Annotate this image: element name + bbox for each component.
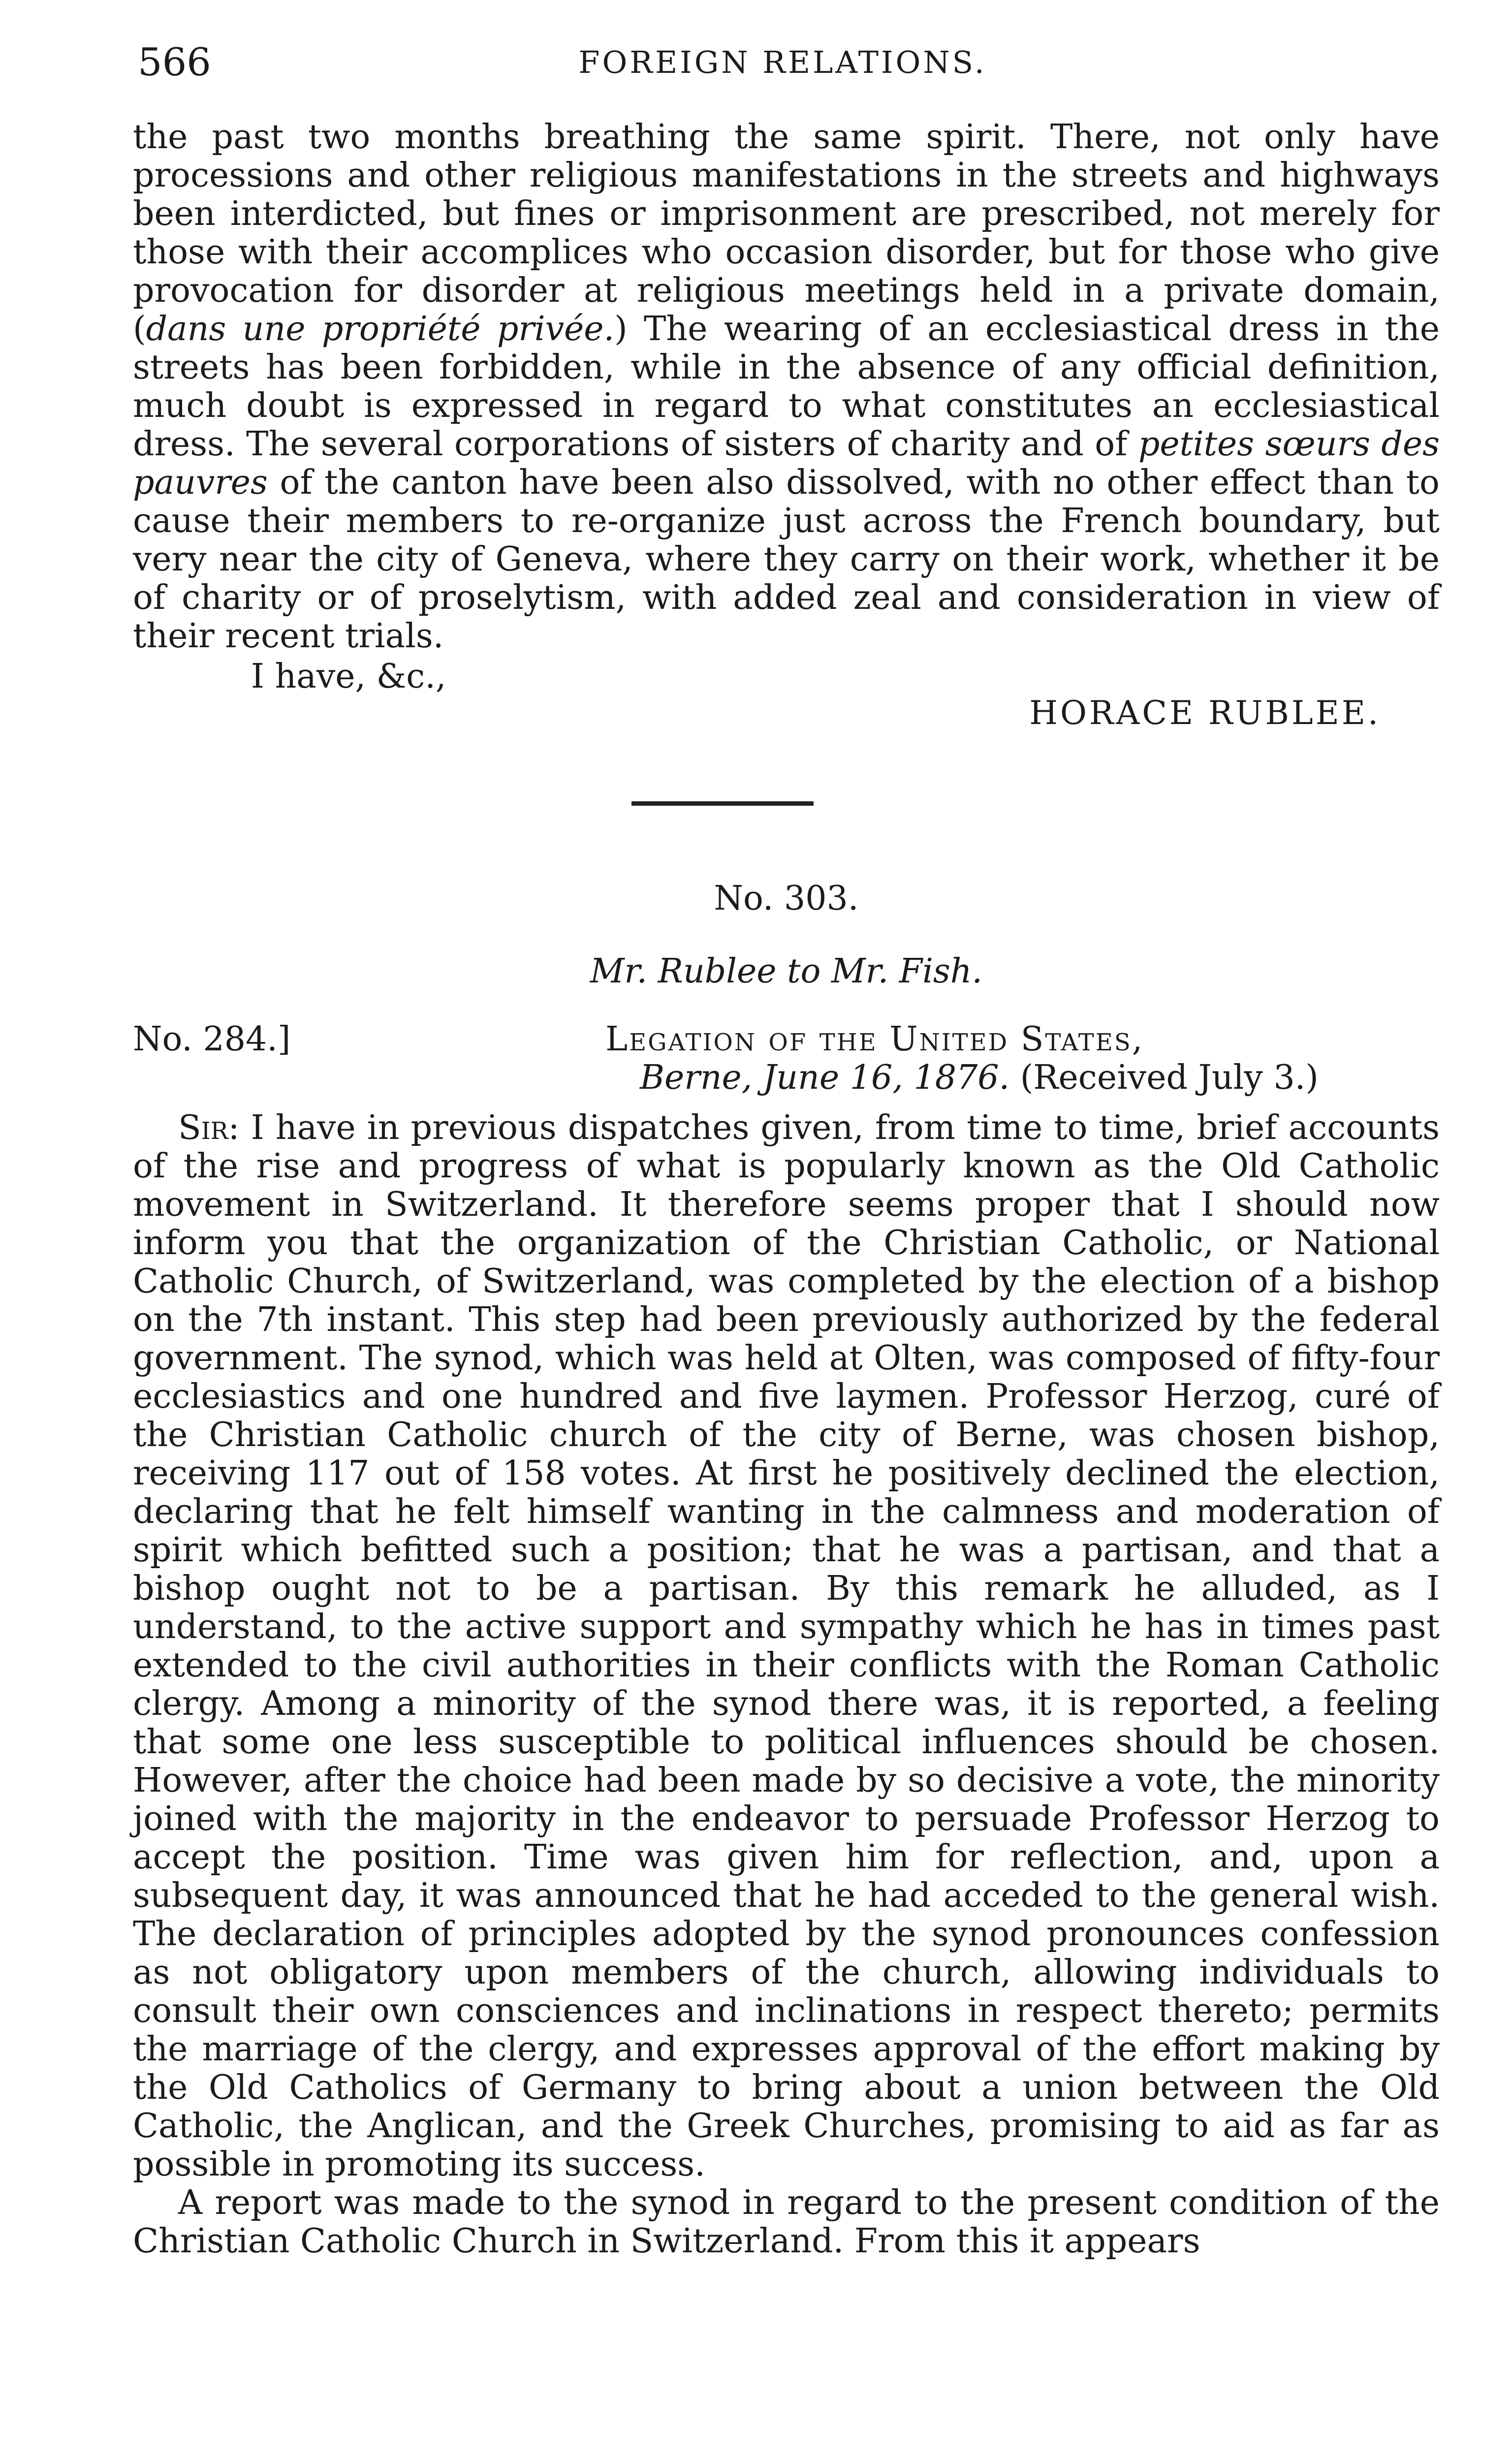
running-title: FOREIGN RELATIONS.	[578, 44, 987, 80]
dateline	[133, 1020, 1440, 1104]
paragraph-text: ) The wearing of an ecclesiastical dress in the streets has been forbidden, while in the absence of any official definition, much doubt is expressed in regard to what constitutes an ecclesiastical dress. The several corporations of sisters of charity and of	[133, 310, 1440, 464]
signature: HORACE RUBLEE.	[1029, 694, 1381, 732]
letter-paragraph-2	[133, 2184, 1440, 2261]
page-header	[138, 40, 1427, 95]
document-number: No. 303.	[714, 879, 859, 918]
dispatch-reference: No. 284.]	[133, 1020, 291, 1059]
italic-phrase: petites sœurs des pauvres	[133, 425, 1440, 502]
paragraph-text: A report was made to the synod in regard to the present condition of the Christian Catholic Church in Switzerland. From this it appears	[133, 2183, 1440, 2261]
place-and-date	[640, 1059, 1319, 1097]
section-divider	[631, 801, 814, 806]
letter-paragraph-1	[133, 1109, 1440, 2184]
previous-letter-paragraph	[133, 118, 1440, 656]
paragraph-text: of the canton have been also dissolved, with no other effect than to cause their members to re-organize just across the French boundary, but very near the city of Geneva, where they carry on their work, whether it be of charity or of proselytism, with added zeal and consideration in view of their recent trials.	[133, 463, 1440, 656]
date: June 16, 1876.	[763, 1058, 1010, 1097]
paragraph-text: I have in previous dispatches given, from time to time, brief accounts of the rise and progress of what is popularly known as the Old Catholic movement in Switzerland. It therefore seems proper that I should now inform you that the organization of the Christian Catholic, or National Catholic Church, of Switzerland, was completed by the election of a bishop on the 7th instant. This step had been previously authorized by the federal government. The synod, which was held at Olten, was composed of fifty-four ecclesiastics and one hundred and five laymen. Professor Herzog, curé of the Christian Catholic church of the city of Berne, was chosen bishop, receiving 117 out of 158 votes. At first he positively declined the election, declaring that he felt himself wanting in the calmness and moderation of spirit which befitted such a position; that he was a partisan, and that a bishop ought not to be a partisan. By this remark he alluded, as I understand, to the active support and sympathy which he has in times past extended to the civil authorities in their conflicts with the Roman Catholic clergy. Among a minority of the synod there was, it is reported, a feeling that some one less susceptible to political influences should be chosen. However, after the choice had been made by so decisive a vote, the minority joined with the majority in the endeavor to persuade Professor Herzog to accept the position. Time was given him for reflection, and, upon a subsequent day, it was announced that he had acceded to the general wish. The declaration of principles adopted by the synod pronounces confession as not obligatory upon members of the church, allowing individuals to consult their own consciences and inclinations in respect thereto; permits the marriage of the clergy, and expresses approval of the effort making by the Old Catholics of Germany to bring about a union between the Old Catholic, the Anglican, and the Greek Churches, promising to aid as far as possible in promoting its success.	[133, 1108, 1440, 2184]
document-title: Mr. Rublee to Mr. Fish.	[590, 952, 983, 991]
page-body	[133, 118, 1440, 2261]
paragraph-text: the past two months breathing the same spirit. There, not only have processions and other religious manifestations in the streets and highways been interdicted, but fines or imprisonment are prescribed, not merely for those with their accomplices who occasion disorder, but for those who give provocation for disorder at religious meetings held in a private domain, (	[133, 118, 1440, 348]
salutation: Sir:	[178, 1108, 240, 1147]
italic-phrase: dans une propriété privée.	[146, 310, 615, 348]
legation-heading: Legation of the United States,	[605, 1020, 1144, 1059]
place: Berne,	[640, 1058, 753, 1097]
page-number: 566	[138, 40, 211, 85]
received-note: (Received July 3.)	[1020, 1058, 1319, 1097]
closing-line: I have, &c.,	[251, 657, 446, 696]
